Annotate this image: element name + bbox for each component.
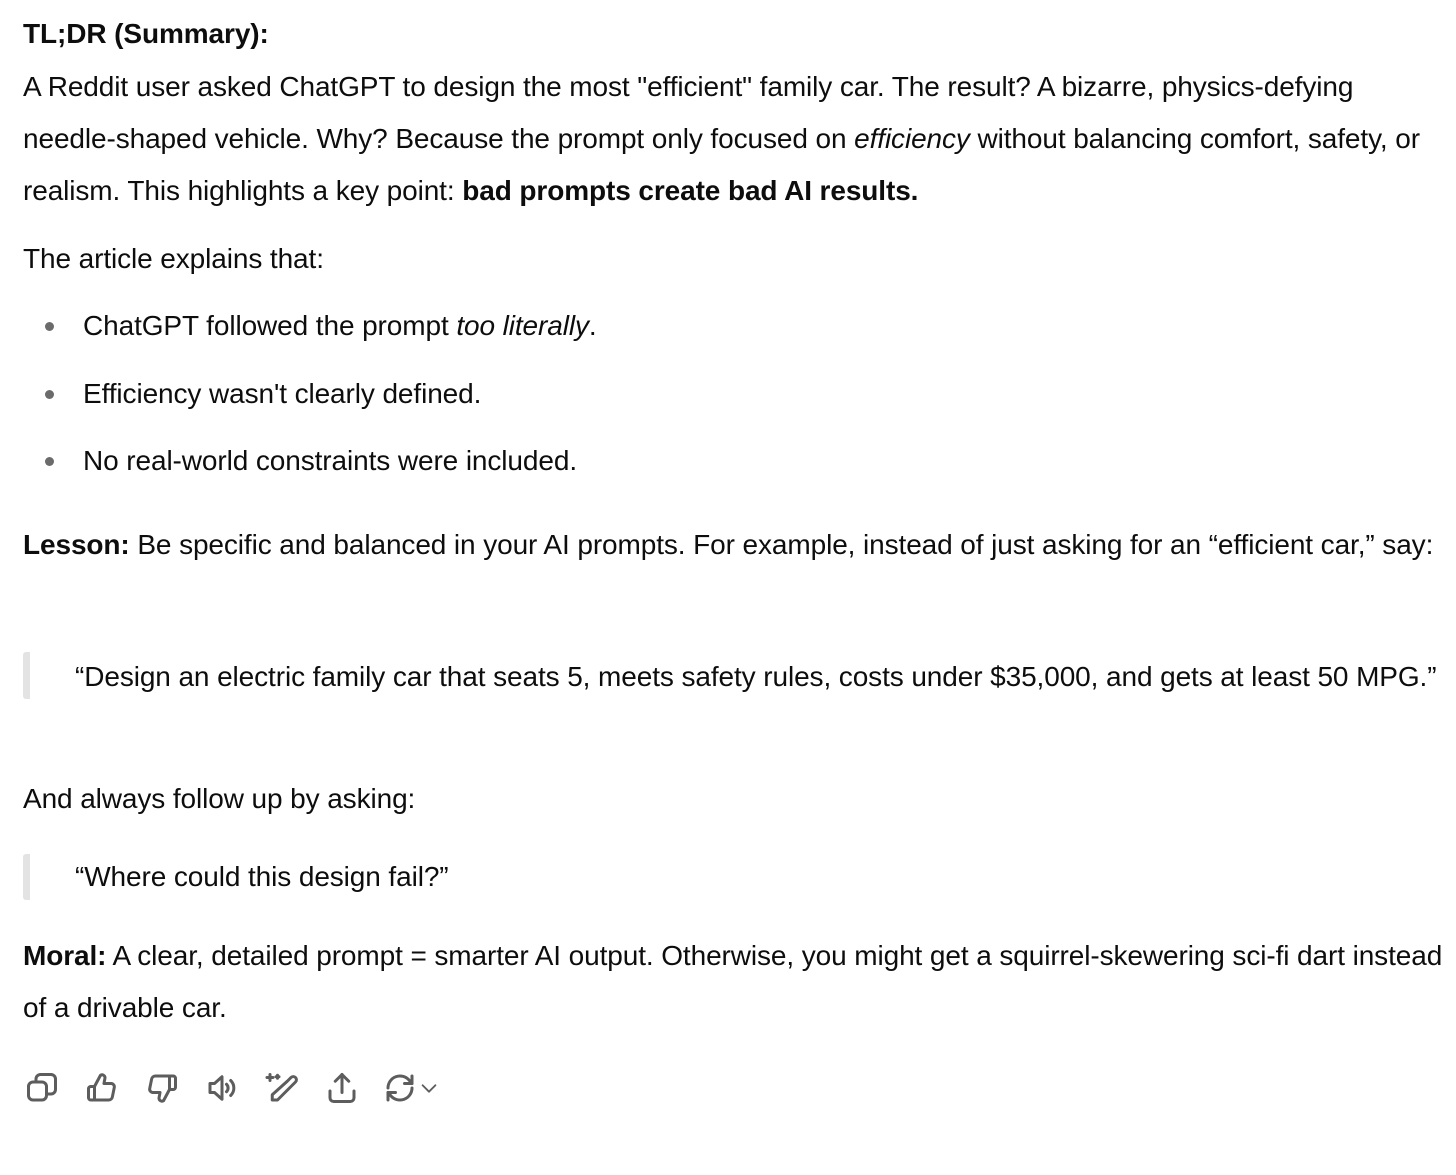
moral-paragraph xyxy=(23,930,1448,1034)
moral-label: Moral: xyxy=(23,940,107,971)
read-aloud-icon xyxy=(204,1070,240,1106)
list-item xyxy=(23,368,1423,436)
explanation-list xyxy=(23,300,1423,503)
follow-up-line: And always follow up by asking: xyxy=(23,783,416,814)
summary-key-point: bad prompts create bad AI results. xyxy=(462,175,919,206)
lesson-paragraph xyxy=(23,519,1448,571)
good-response-button[interactable] xyxy=(82,1068,122,1108)
share-icon xyxy=(324,1070,360,1106)
bullet-dot xyxy=(45,390,54,399)
copy-button[interactable] xyxy=(22,1068,62,1108)
regenerate-button[interactable] xyxy=(382,1068,446,1108)
lesson-text: Be specific and balanced in your AI prompts. For example, instead of just asking for an “efficient car,” say: xyxy=(129,529,1434,560)
follow-up-quote: “Where could this design fail?” xyxy=(23,854,1445,900)
edit-canvas-icon xyxy=(264,1070,300,1106)
list-item-tail: . xyxy=(588,310,597,341)
list-item-text: ChatGPT followed the prompt xyxy=(83,310,457,341)
explains-line: The article explains that: xyxy=(23,243,324,274)
share-button[interactable] xyxy=(322,1068,362,1108)
thumbs-down-icon xyxy=(144,1070,180,1106)
copy-icon xyxy=(24,1070,60,1106)
bullet-dot xyxy=(45,322,54,331)
list-item xyxy=(23,300,1423,368)
lesson-label: Lesson: xyxy=(23,529,130,560)
message-action-bar xyxy=(22,1068,446,1108)
edit-in-canvas-button[interactable] xyxy=(262,1068,302,1108)
moral-text: A clear, detailed prompt = smarter AI output. Otherwise, you might get a squirrel-skewering sci-fi dart instead of a drivable car. xyxy=(23,940,1443,1023)
thumbs-up-icon xyxy=(84,1070,120,1106)
example-prompt-quote: “Design an electric family car that seats 5, meets safety rules, costs under $35,000, and gets at least 50 MPG.” xyxy=(23,652,1445,699)
list-item-text: No real-world constraints were included. xyxy=(83,445,577,476)
chevron-down-icon xyxy=(418,1077,440,1099)
summary-paragraph xyxy=(23,61,1448,217)
list-item xyxy=(23,435,1423,503)
bad-response-button[interactable] xyxy=(142,1068,182,1108)
summary-text-1: A Reddit user asked ChatGPT to design the most "efficient" family car. The result? A bizarre, physics-defying needle-shaped vehicle. Why? Because the prompt only focused on xyxy=(23,71,1354,154)
summary-heading: TL;DR (Summary): xyxy=(23,18,269,49)
list-item-emphasis: too literally xyxy=(456,310,589,341)
regenerate-icon xyxy=(382,1070,418,1106)
summary-text-2: without balancing comfort, safety, or realism. This highlights a key point: xyxy=(23,123,1420,206)
read-aloud-button[interactable] xyxy=(202,1068,242,1108)
summary-emphasis: efficiency xyxy=(854,123,970,154)
bullet-dot xyxy=(45,457,54,466)
list-item-text: Efficiency wasn't clearly defined. xyxy=(83,377,482,409)
